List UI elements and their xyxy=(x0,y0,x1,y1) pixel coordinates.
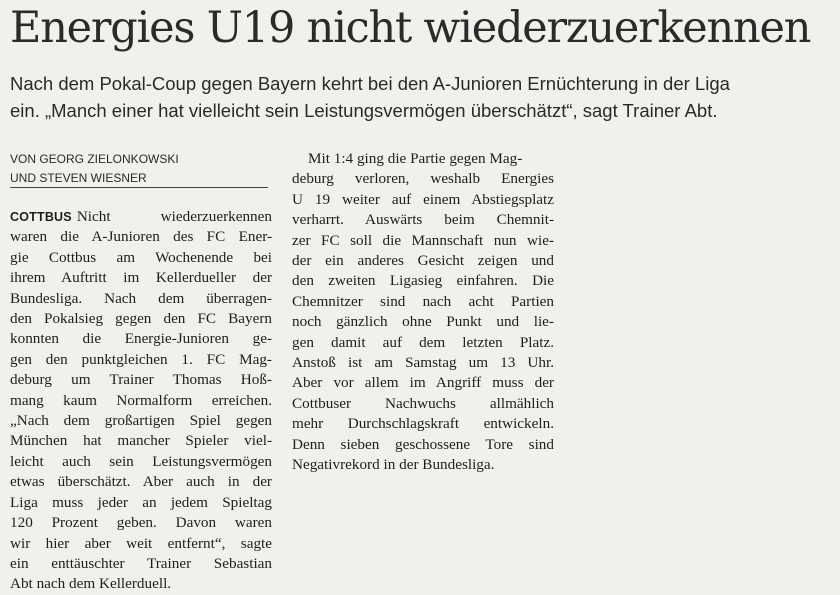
article-column-2 xyxy=(292,149,554,476)
column-line: Liga muss jeder an jedem Spieltag xyxy=(10,493,272,511)
column-line: ihrem Auftritt im Kellerdueller der xyxy=(10,269,272,287)
column-line xyxy=(10,207,272,227)
column-line: etwas überschätzt. Aber auch in der xyxy=(10,473,272,491)
column-line: gen damit auf dem letzten Platz. xyxy=(292,333,554,351)
column-line: gie Cottbus am Wochenende bei xyxy=(10,248,272,266)
column-line: Abt nach dem Kellerduell. xyxy=(10,575,172,593)
column-line: deburg um Trainer Thomas Hoß- xyxy=(10,371,272,389)
column-line: Bundesliga. Nach dem überragen- xyxy=(10,289,272,307)
column-line-text: Nicht wiederzuerkennen xyxy=(76,208,272,225)
column-line: Anstoß ist am Samstag um 13 Uhr. xyxy=(292,354,554,372)
column-line: gen den punktgleichen 1. FC Mag- xyxy=(10,350,272,368)
byline-line: VON GEORG ZIELONKOWSKI xyxy=(10,152,179,166)
byline xyxy=(10,150,268,188)
column-line: den zweiten Ligasieg einfahren. Die xyxy=(292,272,554,290)
column-line: Chemnitzer sind nach acht Partien xyxy=(292,292,554,310)
lead-paragraph xyxy=(10,70,835,124)
column-line: Aber vor allem im Angriff muss der xyxy=(292,374,554,392)
lead-line: Nach dem Pokal-Coup gegen Bayern kehrt bei den A-Junioren Ernüchterung in der Liga xyxy=(10,73,730,94)
column-line: Cottbuser Nachwuchs allmählich xyxy=(292,394,554,412)
column-line: mehr Durchschlagskraft entwickeln. xyxy=(292,415,554,433)
column-line: Denn sieben geschossene Tore sind xyxy=(292,435,554,453)
byline-divider xyxy=(10,187,268,188)
byline-line: UND STEVEN WIESNER xyxy=(10,171,147,185)
column-line: waren die A-Junioren des FC Ener- xyxy=(10,228,272,246)
lead-line: ein. „Manch einer hat vielleicht sein Leistungsvermögen überschätzt“, sagt Trainer Abt. xyxy=(10,100,718,121)
column-line: leicht auch sein Leistungsvermögen xyxy=(10,452,272,470)
article-column-1 xyxy=(10,207,272,595)
column-line: konnten die Energie-Junioren ge- xyxy=(10,330,272,348)
column-line: ein enttäuschter Trainer Sebastian xyxy=(10,554,272,572)
column-line: Negativrekord in der Bundesliga. xyxy=(292,456,495,474)
column-line: mang kaum Normalform erreichen. xyxy=(10,391,272,409)
column-line: „Nach dem großartigen Spiel gegen xyxy=(10,412,272,430)
column-line: den Pokalsieg gegen den FC Bayern xyxy=(10,310,272,328)
column-line: U 19 weiter auf einem Abstiegsplatz xyxy=(292,190,554,208)
column-line: zer FC soll die Mannschaft nun wie- xyxy=(292,231,554,249)
column-line: Mit 1:4 ging die Partie gegen Mag- xyxy=(308,150,523,167)
column-line: verharrt. Auswärts beim Chemnit- xyxy=(292,211,554,229)
column-line: 120 Prozent geben. Davon waren xyxy=(10,514,272,532)
column-line: noch gänzlich ohne Punkt und lie- xyxy=(292,313,554,331)
column-line: München hat mancher Spieler viel- xyxy=(10,432,272,450)
dateline: COTTBUS xyxy=(10,210,72,224)
column-line: wir hier aber weit entfernt“, sagte xyxy=(10,534,272,552)
column-line: der ein anderes Gesicht zeigen und xyxy=(292,252,554,270)
column-line: deburg verloren, weshalb Energies xyxy=(292,170,554,188)
headline: Energies U19 nicht wiederzuerkennen xyxy=(10,3,811,53)
